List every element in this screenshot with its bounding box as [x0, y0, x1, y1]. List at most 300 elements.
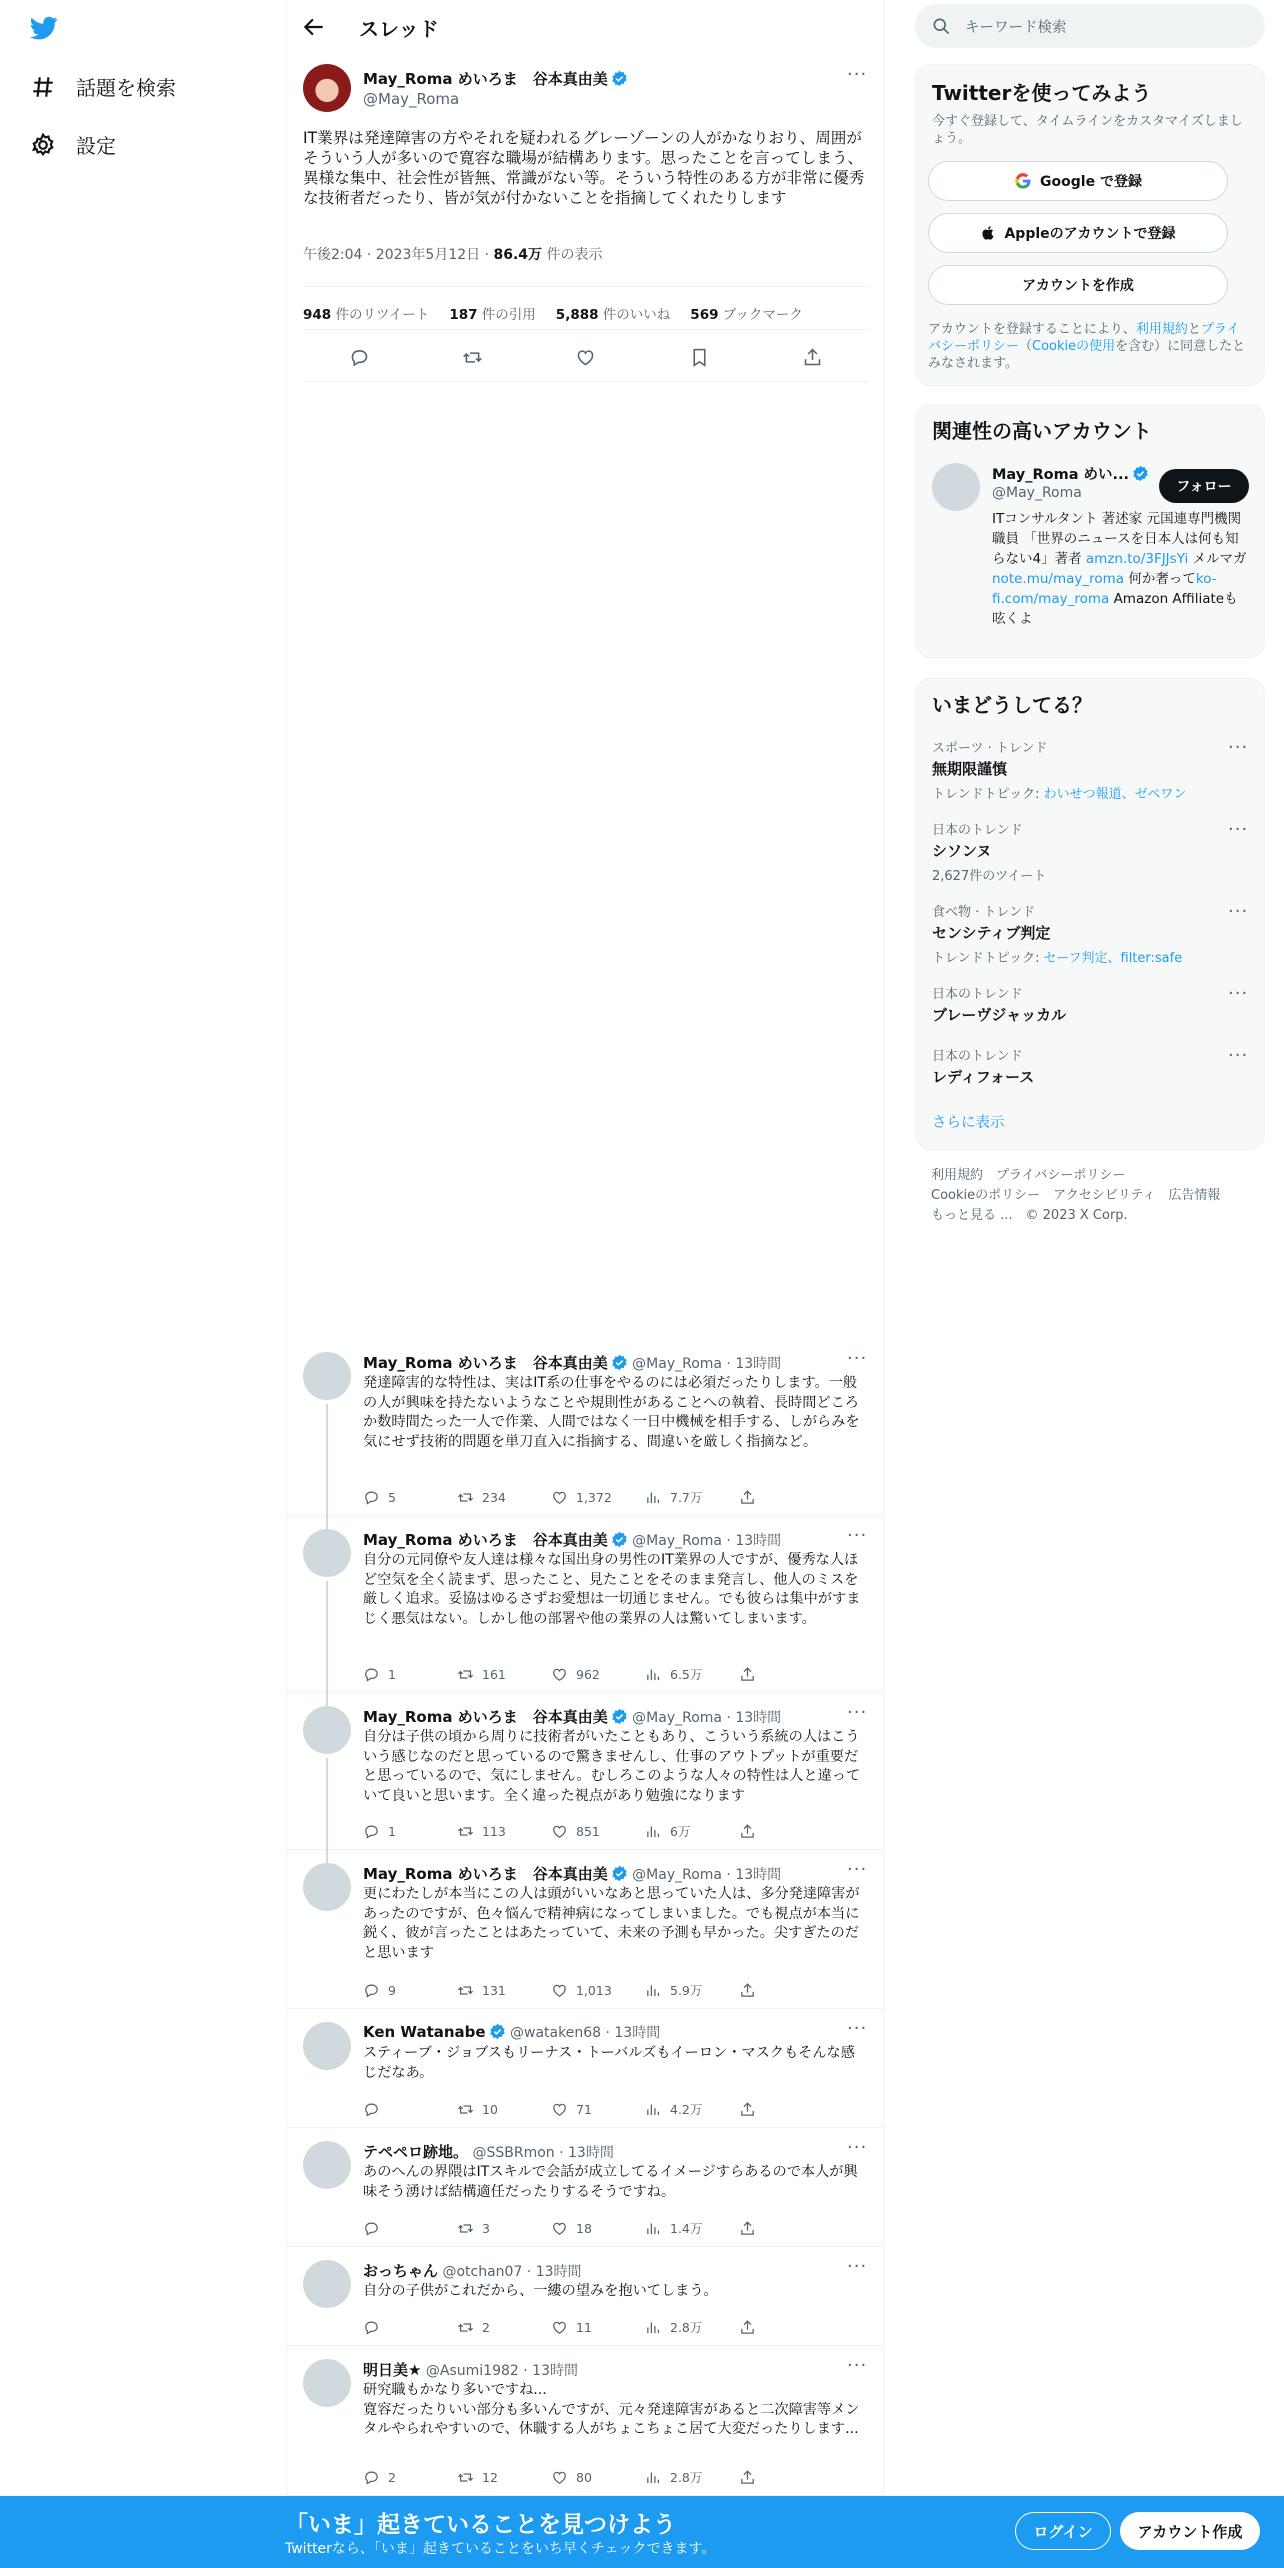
terms-text-2: と: [1187, 322, 1201, 337]
like-count: 11: [576, 2319, 592, 2335]
like-button[interactable]: [551, 1488, 645, 1506]
create-account-button[interactable]: [928, 265, 1228, 305]
reply-actions: [363, 1822, 833, 1840]
share-button[interactable]: [739, 1488, 833, 1506]
view-count: 6万: [670, 1824, 691, 1839]
verified-badge-icon: [489, 2023, 506, 2040]
more-options-icon[interactable]: ···: [1228, 737, 1249, 758]
retweet-button[interactable]: [457, 2219, 551, 2237]
related-bio-4: Amazon Affiliateも呟くよ: [992, 591, 1238, 627]
more-options-icon[interactable]: ···: [1228, 983, 1249, 1004]
reply-icon: [363, 2319, 380, 2336]
like-button[interactable]: [551, 2468, 645, 2486]
reply-handle[interactable]: @May_Roma · 13時間: [632, 1710, 782, 1726]
apple-signup-label: Appleのアカウントで登録: [1004, 226, 1176, 242]
apple-icon: [980, 224, 996, 242]
avatar[interactable]: [303, 2141, 351, 2189]
trend-item[interactable]: [932, 819, 1250, 884]
related-bio: [992, 509, 1250, 629]
retweet-icon: [457, 2220, 474, 2237]
retweet-count: 113: [482, 1823, 506, 1839]
reply-handle[interactable]: @Asumi1982 · 13時間: [425, 2363, 578, 2379]
like-count-value: 5,888: [555, 307, 599, 323]
more-options-icon[interactable]: ···: [847, 1702, 868, 1723]
more-options-icon[interactable]: ···: [847, 2018, 868, 2039]
more-options-icon[interactable]: ···: [1228, 819, 1249, 840]
like-count: 851: [576, 1823, 600, 1839]
retweet-count: 10: [482, 2101, 498, 2117]
bio-link-note[interactable]: note.mu/may_roma: [992, 571, 1125, 587]
retweet-icon: [457, 2319, 474, 2336]
reply-icon: [363, 1982, 380, 1999]
views-button[interactable]: [645, 1665, 739, 1683]
verified-badge-icon: [1132, 465, 1149, 482]
reply-tweet[interactable]: [287, 1694, 885, 1850]
nav-settings-label: 設定: [76, 134, 116, 158]
reply-tweet[interactable]: [287, 1517, 885, 1693]
main-column: [286, 0, 884, 2568]
reply-author-name[interactable]: May_Roma めいろま 谷本真由美: [363, 1354, 608, 1372]
avatar[interactable]: [303, 2359, 351, 2407]
trend-category: スポーツ · トレンド: [932, 741, 1048, 756]
reply-author-name[interactable]: May_Roma めいろま 谷本真由美: [363, 1865, 608, 1883]
views-icon: [645, 1982, 662, 1999]
reply-icon: [363, 1823, 380, 1840]
share-button[interactable]: [739, 2468, 833, 2486]
views-button[interactable]: [645, 2468, 739, 2486]
retweet-count: 12: [482, 2469, 498, 2485]
footer-line-2[interactable]: Cookieのポリシー アクセシビリティ 広告情報: [931, 1188, 1221, 1203]
retweet-icon: [457, 1489, 474, 1506]
trend-name: センシティブ判定: [932, 924, 1051, 942]
related-name-text: May_Roma めい...: [992, 467, 1130, 483]
verified-badge-icon: [611, 1531, 628, 1548]
retweet-icon: [457, 1982, 474, 1999]
reply-icon: [363, 1666, 380, 1683]
like-count: 71: [576, 2101, 592, 2117]
share-button[interactable]: [739, 2318, 833, 2336]
reply-button[interactable]: [363, 2219, 457, 2237]
terms-text-4: を含む）に同意したとみなされます。: [928, 339, 1246, 371]
trend-subtext: [932, 947, 1250, 966]
reply-count: 1: [388, 1823, 396, 1839]
reply-text: 自分は子供の頃から周りに技術者がいたこともあり、こういう系統の人はこういう感じなのだと思っているので驚きませんし、仕事のアウトプットが重要だと思っているので、気にしません。むしろこのような人々の特性は人と違っていて良いと思います。全く違った視点があり勉強になります: [363, 1729, 861, 1804]
share-button[interactable]: [739, 1822, 833, 1840]
thread-line: [326, 1581, 328, 1707]
like-icon[interactable]: [575, 347, 596, 368]
avatar[interactable]: [303, 1706, 351, 1754]
login-button[interactable]: ログイン: [1015, 2512, 1111, 2550]
like-icon: [551, 2220, 568, 2237]
views-icon: [645, 2469, 662, 2486]
author-handle[interactable]: @May_Roma: [363, 90, 460, 108]
reply-button[interactable]: [363, 1665, 457, 1683]
apple-signup-button[interactable]: [928, 213, 1228, 253]
like-button[interactable]: [551, 1822, 645, 1840]
share-icon: [739, 2220, 756, 2237]
page-title: スレッド: [359, 17, 439, 41]
more-options-icon[interactable]: ···: [847, 1859, 868, 1880]
retweet-button[interactable]: [457, 1488, 551, 1506]
share-button[interactable]: [739, 1665, 833, 1683]
retweet-icon: [457, 1823, 474, 1840]
reply-author-name[interactable]: May_Roma めいろま 谷本真由美: [363, 1708, 608, 1726]
retweet-button[interactable]: [457, 2318, 551, 2336]
more-options-icon[interactable]: ···: [847, 1348, 868, 1369]
bookmark-count-label: ブックマーク: [722, 307, 803, 323]
trend-category: 日本のトレンド: [932, 823, 1023, 838]
trend-item[interactable]: [932, 901, 1250, 966]
trend-subtext: [932, 865, 1250, 884]
like-icon: [551, 2101, 568, 2118]
reply-text: スティーブ・ジョブスもリーナス・トーバルズもイーロン・マスクもそんな感じだなあ。: [363, 2045, 855, 2081]
bottom-signup-bar: [0, 2496, 1284, 2568]
reply-button[interactable]: [363, 2468, 457, 2486]
retweet-count-label: 件のリツイート: [335, 307, 430, 323]
more-options-icon[interactable]: ···: [1228, 901, 1249, 922]
reply-author-name[interactable]: テペペロ跡地。: [363, 2143, 469, 2161]
reply-handle[interactable]: @May_Roma · 13時間: [632, 1867, 782, 1883]
view-count: 5.9万: [670, 1983, 703, 1998]
trend-sub-label: トレンドトピック:: [932, 787, 1044, 802]
views-icon: [645, 2101, 662, 2118]
reply-actions: [363, 2318, 833, 2336]
reply-tweet[interactable]: [287, 1851, 885, 2009]
like-icon: [551, 2319, 568, 2336]
tweet-views: 86.4万: [493, 247, 543, 263]
privacy-link[interactable]: プライバシーポリシー: [928, 322, 1240, 354]
views-icon: [645, 1823, 662, 1840]
terms-text: [928, 321, 1248, 372]
reply-header: [363, 1863, 781, 1884]
related-accounts-card: [915, 404, 1265, 658]
follow-button[interactable]: フォロー: [1159, 469, 1249, 503]
related-bio-2: メルマガ: [1188, 551, 1247, 567]
reply-icon: [363, 2220, 380, 2237]
google-signup-button[interactable]: [928, 161, 1228, 201]
views-button[interactable]: [645, 2318, 739, 2336]
avatar[interactable]: [303, 2022, 351, 2070]
views-button[interactable]: [645, 1981, 739, 1999]
reply-tweet[interactable]: [287, 2248, 885, 2346]
terms-link[interactable]: 利用規約: [1135, 322, 1188, 337]
trend-category: 食べ物 · トレンド: [932, 905, 1036, 920]
share-icon: [739, 1823, 756, 1840]
views-button[interactable]: [645, 2100, 739, 2118]
reply-button[interactable]: [363, 1822, 457, 1840]
trend-name: シソンヌ: [932, 842, 992, 860]
signup-desc: 今すぐ登録して、タイムラインをカスタマイズしましょう。: [932, 114, 1243, 146]
trend-item[interactable]: [932, 983, 1250, 1025]
share-icon: [739, 2469, 756, 2486]
retweet-count: 3: [482, 2220, 490, 2236]
search-placeholder: キーワード検索: [965, 19, 1067, 36]
signup-title: Twitterを使ってみよう: [932, 81, 1152, 105]
reply-text: 研究職もかなり多いですね... 寛容だったりいい部分も多いんですが、元々発達障害があると二次障害等メンタルやられやすいので、休職する人がちょこちょこ居て大変だったりします...: [363, 2382, 860, 2437]
bookmark-count[interactable]: [690, 303, 803, 323]
hashtag-icon: [30, 74, 56, 100]
trends-card: [915, 678, 1265, 1150]
share-icon: [739, 2319, 756, 2336]
reply-icon: [363, 2469, 380, 2486]
reply-count: 9: [388, 1982, 396, 1998]
gear-icon: [30, 132, 56, 158]
reply-handle[interactable]: @May_Roma · 13時間: [632, 1533, 782, 1549]
bottom-subtitle: Twitterなら、「いま」起きていることをいち早くチェックできます。: [285, 2541, 716, 2557]
bio-link-kofi[interactable]: ko-fi.com/may_roma: [992, 571, 1217, 607]
related-name[interactable]: [992, 463, 1149, 484]
google-signup-label: Google で登録: [1040, 174, 1142, 190]
reply-tweet[interactable]: [287, 1340, 885, 1516]
retweet-icon: [457, 2101, 474, 2118]
trend-sub-label: 2,627件のツイート: [932, 869, 1047, 884]
share-icon: [739, 1489, 756, 1506]
reply-actions: [363, 2468, 833, 2486]
bookmark-count-value: 569: [690, 307, 719, 323]
reply-handle[interactable]: @wataken68 · 13時間: [510, 2025, 661, 2041]
google-icon: [1014, 172, 1032, 190]
avatar[interactable]: [303, 1352, 351, 1400]
twitter-logo-icon[interactable]: [28, 14, 60, 42]
terms-text-1: アカウントを登録することにより、: [928, 322, 1136, 337]
reply-icon: [363, 1489, 380, 1506]
retweet-icon: [457, 2469, 474, 2486]
trend-category: 日本のトレンド: [932, 987, 1023, 1002]
more-options-icon[interactable]: ···: [847, 64, 868, 85]
like-count[interactable]: [556, 303, 671, 323]
retweet-count: 2: [482, 2319, 490, 2335]
share-icon[interactable]: [802, 347, 823, 368]
reply-text: 自分の元同僚や友人達は様々な国出身の男性のIT業界の人ですが、優秀な人ほど空気を全く読まず、思ったこと、見たことをそのまま発言し、他人のミスを厳しく追求。妥協はゆるさずお愛想は一切通じません。でも彼らは集中がすまじく悪気はない。しかし他の部署や他の業界の人は驚いてしまいます。: [363, 1552, 861, 1627]
share-icon: [739, 1666, 756, 1683]
share-button[interactable]: [739, 2219, 833, 2237]
like-count: 1,372: [576, 1489, 612, 1505]
reply-count: 5: [388, 1489, 396, 1505]
tweet-time[interactable]: 午後2:04 · 2023年5月12日 ·: [303, 247, 494, 263]
trend-topic-links[interactable]: セーフ判定、filter:safe: [1043, 951, 1183, 966]
reply-button[interactable]: [363, 2100, 457, 2118]
footer-line-1[interactable]: 利用規約 プライバシーポリシー: [931, 1168, 1126, 1183]
more-options-icon[interactable]: ···: [847, 2256, 868, 2277]
retweet-count[interactable]: [303, 303, 429, 323]
reply-count: 2: [388, 2469, 396, 2485]
trend-name: 無期限謹慎: [932, 760, 1008, 778]
show-more-link[interactable]: さらに表示: [932, 1115, 1005, 1131]
trend-item[interactable]: [932, 737, 1250, 802]
reply-actions: [363, 1981, 833, 1999]
terms-text-3: （: [1019, 339, 1033, 354]
footer-line-3[interactable]: もっと見る ... © 2023 X Corp.: [931, 1208, 1128, 1223]
quote-count-value: 187: [449, 307, 478, 323]
retweet-icon: [457, 1666, 474, 1683]
reply-actions: [363, 2100, 833, 2118]
reply-header: [363, 2359, 578, 2380]
quote-count[interactable]: [449, 303, 535, 323]
views-icon: [645, 2220, 662, 2237]
like-count: 80: [576, 2469, 592, 2485]
share-icon: [739, 1982, 756, 1999]
verified-badge-icon: [611, 1865, 628, 1882]
like-icon: [551, 1982, 568, 1999]
cookie-link[interactable]: Cookieの使用: [1032, 339, 1116, 354]
reply-tweet[interactable]: [287, 2129, 885, 2247]
retweet-button[interactable]: [457, 2468, 551, 2486]
like-button[interactable]: [551, 2100, 645, 2118]
reply-handle[interactable]: @May_Roma · 13時間: [632, 1356, 782, 1372]
retweet-button[interactable]: [457, 2100, 551, 2118]
share-button[interactable]: [739, 2100, 833, 2118]
related-title: 関連性の高いアカウント: [932, 419, 1152, 443]
like-count: 962: [576, 1666, 600, 1682]
more-options-icon[interactable]: ···: [847, 1525, 868, 1546]
share-button[interactable]: [739, 1981, 833, 1999]
trend-name: ブレーヴジャッカル: [932, 1006, 1067, 1024]
view-count: 2.8万: [670, 2320, 703, 2335]
views-button[interactable]: [645, 1822, 739, 1840]
back-arrow-icon[interactable]: [301, 14, 327, 40]
tweet-meta: [303, 244, 603, 264]
reply-text: 発達障害的な特性は、実はIT系の仕事をやるのには必須だったりします。一般の人が興味を持たないようなことや規則性があることへの執着、長時間どころか数時間たった一人で作業、人間ではなく一日中機械を相手する、しがらみを気にせず技術的問題を単刀直入に指摘する、間違いを厳しく指摘など。: [363, 1375, 860, 1450]
reply-button[interactable]: [363, 1488, 457, 1506]
nav-settings[interactable]: [30, 130, 116, 159]
related-handle: @May_Roma: [992, 485, 1082, 501]
share-icon: [739, 2101, 756, 2118]
reply-button[interactable]: [363, 2318, 457, 2336]
related-avatar[interactable]: [932, 463, 980, 511]
verified-badge-icon: [611, 1708, 628, 1725]
retweet-button[interactable]: [457, 1981, 551, 1999]
reply-text: 更にわたしが本当にこの人は頭がいいなあと思っていた人は、多分発達障害があったのですが、色々悩んで精神病になってしまいました。でも視点が本当に鋭く、彼が言ったことはあたっていて、未来の予測も早かった。尖すぎたのだと思います: [363, 1886, 860, 1961]
view-count: 7.7万: [670, 1490, 703, 1505]
trends-title: いまどうしてる？: [932, 693, 1092, 717]
retweet-count: 161: [482, 1666, 506, 1682]
view-count: 4.2万: [670, 2102, 703, 2117]
reply-header: [363, 1352, 781, 1373]
avatar[interactable]: [303, 2260, 351, 2308]
tweet-stats: [303, 286, 869, 330]
retweet-count-value: 948: [303, 307, 332, 323]
reply-author-name[interactable]: おっちゃん: [363, 2262, 439, 2280]
reply-tweet[interactable]: [287, 2010, 885, 2128]
avatar[interactable]: [303, 64, 351, 112]
like-icon: [551, 1823, 568, 1840]
thread-header: [287, 0, 885, 54]
create-account-label: アカウントを作成: [1022, 278, 1134, 294]
like-button[interactable]: [551, 1981, 645, 1999]
reply-header: [363, 2141, 614, 2162]
trend-name: レディフォース: [932, 1068, 1035, 1086]
tweet-text: IT業界は発達障害の方やそれを疑われるグレーゾーンの人がかなりおり、周囲がそういう人が多いので寛容な職場が結構あります。思ったことを言ってしまう、異様な集中、社会性が皆無、常識がない等。そういう特性のある方が非常に優秀な技術者だったり、皆が気が付かないことを指摘してくれたりします: [303, 129, 865, 207]
views-button[interactable]: [645, 2219, 739, 2237]
view-count: 2.8万: [670, 2470, 703, 2485]
avatar[interactable]: [303, 1529, 351, 1577]
like-icon: [551, 1489, 568, 1506]
reply-actions: [363, 2219, 833, 2237]
more-options-icon[interactable]: ···: [1228, 1045, 1249, 1066]
reply-author-name[interactable]: May_Roma めいろま 谷本真由美: [363, 1531, 608, 1549]
reply-header: [363, 1706, 781, 1727]
author-name: May_Roma めいろま 谷本真由美: [363, 70, 608, 88]
retweet-button[interactable]: [457, 1822, 551, 1840]
views-icon: [645, 1666, 662, 1683]
like-button[interactable]: [551, 2219, 645, 2237]
left-nav: [0, 0, 286, 2568]
search-input[interactable]: [915, 4, 1265, 48]
retweet-count: 234: [482, 1489, 506, 1505]
reply-text: あのへんの界隈はITスキルで会話が成立してるイメージすらあるので本人が興味そう湧けば結構適任だったりするそうですね。: [363, 2164, 858, 2200]
trend-item[interactable]: [932, 1045, 1250, 1087]
quote-count-label: 件の引用: [481, 307, 536, 323]
like-icon: [551, 1666, 568, 1683]
view-count: 6.5万: [670, 1667, 703, 1682]
related-bio-3: 何か奢って: [1124, 571, 1196, 587]
more-options-icon[interactable]: ···: [847, 2137, 868, 2158]
like-count-label: 件のいいね: [602, 307, 671, 323]
reply-author-name[interactable]: Ken Watanabe: [363, 2023, 486, 2041]
reply-tweet[interactable]: [287, 2347, 885, 2496]
trend-category: 日本のトレンド: [932, 1049, 1023, 1064]
footer-links: [931, 1166, 1251, 1226]
avatar[interactable]: [303, 1863, 351, 1911]
reply-icon[interactable]: [349, 347, 370, 368]
retweet-icon[interactable]: [462, 347, 483, 368]
thread-line: [326, 1758, 328, 1864]
reply-author-name[interactable]: 明日美★: [363, 2361, 422, 2379]
reply-count: 1: [388, 1666, 396, 1682]
like-count: 18: [576, 2220, 592, 2236]
verified-badge-icon: [611, 1354, 628, 1371]
views-button[interactable]: [645, 1488, 739, 1506]
tweet-author[interactable]: [363, 68, 628, 89]
nav-explore[interactable]: [30, 72, 176, 101]
like-button[interactable]: [551, 1665, 645, 1683]
reply-header: [363, 2260, 582, 2281]
nav-explore-label: 話題を検索: [76, 76, 176, 100]
related-bio-1: ITコンサルタント 著述家 元国連専門機関職員 「世界のニュースを日本人は何も知らない4」著者: [992, 511, 1242, 567]
like-icon: [551, 2469, 568, 2486]
bottom-title: 「いま」起きていることを見つけよう: [285, 2512, 676, 2538]
reply-icon: [363, 2101, 380, 2118]
tweet-actions: [303, 334, 869, 382]
trend-topic-links[interactable]: わいせつ報道、ゼペワン: [1043, 787, 1187, 802]
signup-button[interactable]: アカウント作成: [1120, 2512, 1260, 2550]
trend-subtext: [932, 783, 1250, 802]
reply-actions: [363, 1665, 833, 1683]
reply-actions: [363, 1488, 833, 1506]
bio-link-amazon[interactable]: amzn.to/3FJJsYi: [1085, 551, 1189, 567]
reply-text: 自分の子供がこれだから、一縷の望みを抱いてしまう。: [363, 2283, 718, 2299]
like-count: 1,013: [576, 1982, 612, 1998]
views-icon: [645, 2319, 662, 2336]
search-icon: [931, 16, 951, 36]
reply-button[interactable]: [363, 1981, 457, 1999]
reply-header: [363, 2022, 660, 2042]
retweet-count: 131: [482, 1982, 506, 1998]
more-options-icon[interactable]: ···: [847, 2355, 868, 2376]
retweet-button[interactable]: [457, 1665, 551, 1683]
signup-card: [915, 64, 1265, 386]
bookmark-icon[interactable]: [689, 347, 710, 368]
view-count: 1.4万: [670, 2221, 703, 2236]
trend-sub-label: トレンドトピック:: [932, 951, 1044, 966]
like-button[interactable]: [551, 2318, 645, 2336]
reply-handle[interactable]: @otchan07 · 13時間: [442, 2264, 582, 2280]
reply-header: [363, 1529, 781, 1550]
tweet-views-label: 件の表示: [542, 247, 603, 263]
verified-badge-icon: [611, 70, 628, 87]
reply-handle[interactable]: @SSBRmon · 13時間: [472, 2145, 614, 2161]
thread-line: [326, 1404, 328, 1530]
